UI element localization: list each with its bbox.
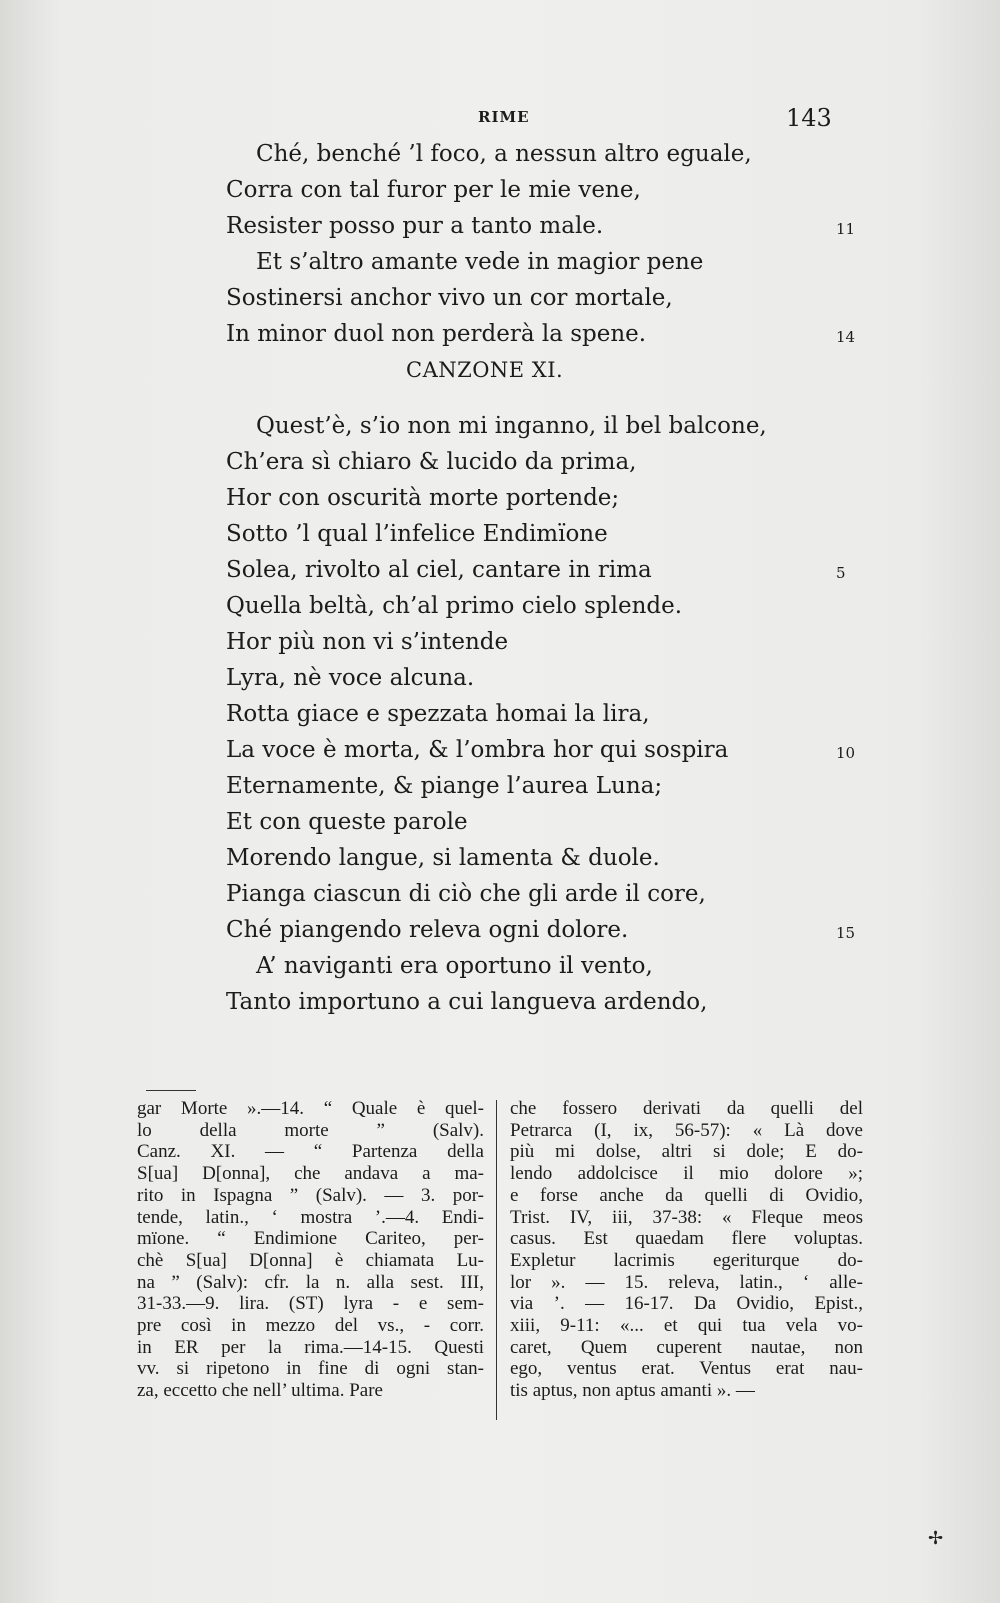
footnotes-right-column — [510, 1098, 863, 1402]
footnote-line: Canz. XI. — “ Partenza della — [137, 1141, 484, 1163]
footnote-line: chè S[ua] D[onna] è chiamata Lu- — [137, 1249, 484, 1271]
footnote-line: Expletur lacrimis egeriturque do- — [510, 1249, 863, 1271]
verse-line: La voce è morta, & l’ombra hor qui sospira — [226, 737, 729, 763]
verse-line: Morendo langue, si lamenta & duole. — [226, 845, 660, 871]
footnote-line: più mi dolse, altri si dole; E do- — [510, 1141, 863, 1163]
footnote-line: tende, latin., ‘ mostra ’.—4. Endi- — [137, 1206, 484, 1228]
verse-line: Ché, benché ’l foco, a nessun altro eguale, — [256, 141, 752, 167]
footnotes-left-column — [137, 1098, 484, 1402]
verse-line-number: 11 — [836, 220, 856, 238]
footnote-line: ego, ventus erat. Ventus erat nau- — [510, 1358, 863, 1380]
verse-line: Quella beltà, ch’al primo cielo splende. — [226, 593, 683, 619]
verse-line: Sotto ’l qual l’infelice Endimïone — [226, 521, 608, 547]
footnote-line: in ER per la rima.—14-15. Questi — [137, 1336, 484, 1358]
footnote-line: S[ua] D[onna], che andava a ma- — [137, 1163, 484, 1185]
verse-line-number: 15 — [836, 924, 856, 942]
footnote-line: che fossero derivati da quelli del — [510, 1098, 863, 1119]
verse-line: Ché piangendo releva ogni dolore. — [226, 917, 629, 943]
verse-line-number: 14 — [836, 328, 856, 346]
footnote-line: caret, Quem cuperent nautae, non — [510, 1336, 863, 1358]
verse-line-number: 5 — [836, 564, 846, 582]
footnote-line: xiii, 9-11: «... et qui tua vela vo- — [510, 1315, 863, 1337]
verse-line: Solea, rivolto al ciel, cantare in rima — [226, 557, 652, 583]
footnote-line: gar Morte ».—14. “ Quale è quel- — [137, 1098, 484, 1119]
verse-line: In minor duol non perderà la spene. — [226, 321, 647, 347]
printer-ornament: ✢ — [928, 1528, 944, 1549]
verse-line: Rotta giace e spezzata homai la lira, — [226, 701, 650, 727]
verse-line: A’ naviganti era oportuno il vento, — [256, 953, 653, 979]
column-divider — [496, 1100, 497, 1420]
footnote-line: casus. Est quaedam flere voluptas. — [510, 1228, 863, 1250]
footnote-line: lor ». — 15. releva, latin., ‘ alle- — [510, 1271, 863, 1293]
footnote-line: 31-33.—9. lira. (ST) lyra - e sem- — [137, 1293, 484, 1315]
footnote-line: via ’. — 16-17. Da Ovidio, Epist., — [510, 1293, 863, 1315]
footnote-line: e forse anche da quelli di Ovidio, — [510, 1184, 863, 1206]
verse-line: Eternamente, & piange l’aurea Luna; — [226, 773, 663, 799]
footnote-line: lendo addolcisce il mio dolore »; — [510, 1163, 863, 1185]
footnote-line: Petrarca (I, ix, 56-57): « Là dove — [510, 1119, 863, 1141]
canzone-heading: CANZONE XI. — [406, 358, 564, 382]
footnote-line: lo della morte ” (Salv). — [137, 1119, 484, 1141]
page-header — [0, 104, 1000, 134]
footnotes — [0, 1098, 1000, 1428]
footnote-rule — [146, 1090, 196, 1091]
footnote-line: rito in Ispagna ” (Salv). — 3. por- — [137, 1184, 484, 1206]
verse-line: Pianga ciascun di ciò che gli arde il core, — [226, 881, 706, 907]
verse-line-number: 10 — [836, 744, 856, 762]
footnote-line: na ” (Salv): cfr. la n. alla sest. III, — [137, 1271, 484, 1293]
verse-line: Et s’altro amante vede in magior pene — [256, 249, 704, 275]
verse-line: Lyra, nè voce alcuna. — [226, 665, 475, 691]
verse-line: Resister posso pur a tanto male. — [226, 213, 604, 239]
footnote-line: mïone. “ Endimione Cariteo, per- — [137, 1228, 484, 1250]
footnote-line: vv. si ripetono in fine di ogni stan- — [137, 1358, 484, 1380]
verse-line: Tanto importuno a cui langueva ardendo, — [226, 989, 708, 1015]
verse-line: Corra con tal furor per le mie vene, — [226, 177, 641, 203]
footnote-line: za, eccetto che nell’ ultima. Pare — [137, 1380, 383, 1402]
verse-line: Ch’era sì chiaro & lucido da prima, — [226, 449, 637, 475]
verse-line: Hor con oscurità morte portende; — [226, 485, 620, 511]
footnote-line: tis aptus, non aptus amanti ». — — [510, 1380, 755, 1402]
footnote-line: pre così in mezzo del vs., - corr. — [137, 1315, 484, 1337]
verse-line: Sostinersi anchor vivo un cor mortale, — [226, 285, 673, 311]
verse-line: Et con queste parole — [226, 809, 468, 835]
running-head: RIME — [478, 108, 530, 126]
footnote-line: Trist. IV, iii, 37-38: « Fleque meos — [510, 1206, 863, 1228]
verse-line: Quest’è, s’io non mi inganno, il bel balcone, — [256, 413, 767, 439]
page-number: 143 — [786, 104, 832, 132]
verse-line: Hor più non vi s’intende — [226, 629, 509, 655]
